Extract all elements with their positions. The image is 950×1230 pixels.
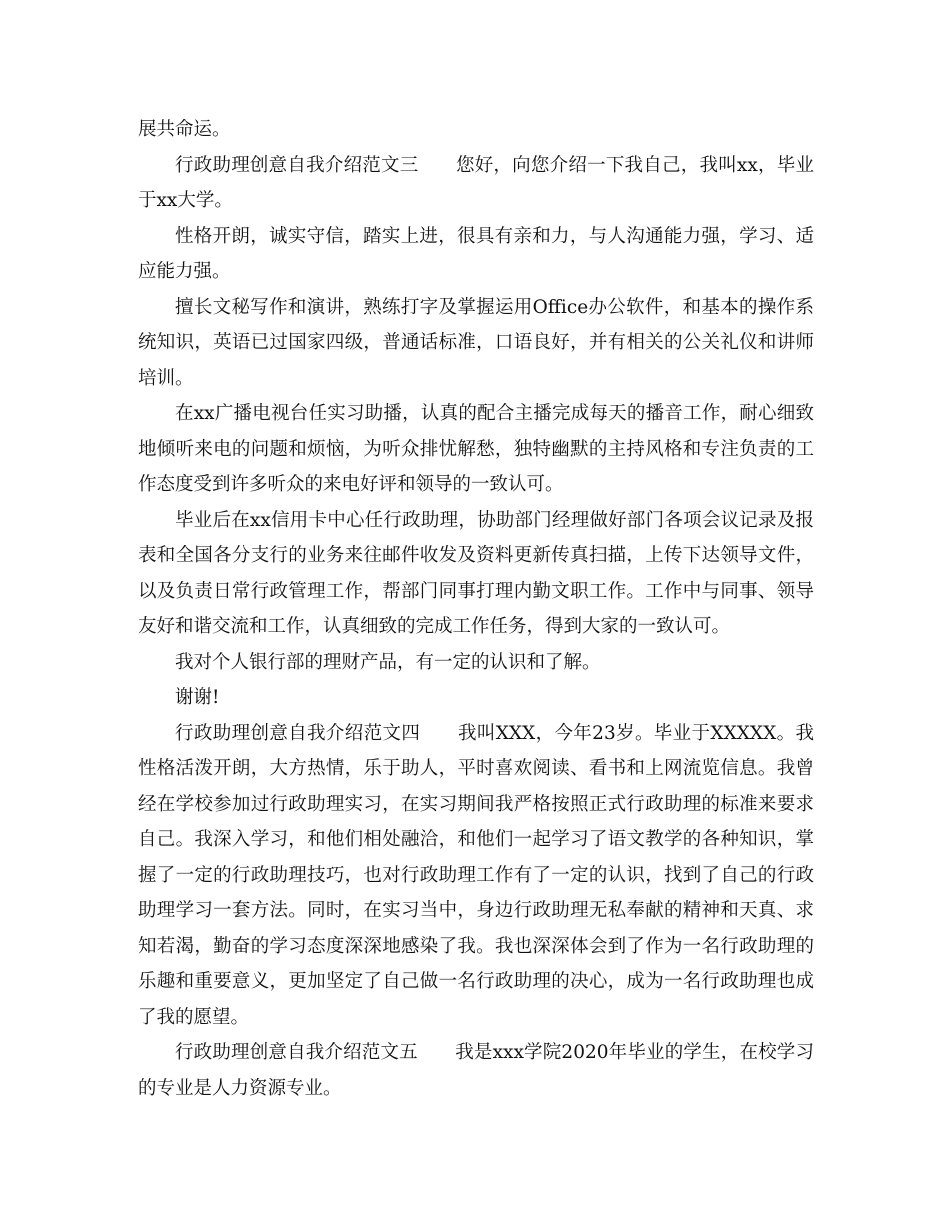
paragraph-3: 性格开朗，诚实守信，踏实上进，很具有亲和力，与人沟通能力强，学习、适应能力强。 (138, 225, 814, 282)
paragraph-2: 行政助理创意自我介绍范文三 您好，向您介绍一下我自己，我叫xx，毕业于xx大学。 (138, 154, 814, 211)
paragraph-6: 毕业后在xx信用卡中心任行政助理，协助部门经理做好部门各项会议记录及报表和全国各分支行的业务来往邮件收发及资料更新传真扫描，上传下达领导文件，以及负责日常行政管理工作，帮部门同事打理内勤文职工作。工作中与同事、领导友好和谐交流和工作，认真细致的完成工作任务，得到大家的一致认可。 (138, 509, 814, 637)
paragraph-9: 行政助理创意自我介绍范文四 我叫XXX，今年23岁。毕业于XXXXX。我性格活泼开朗，大方热情，乐于助人，平时喜欢阅读、看书和上网流览信息。我曾经在学校参加过行政助理实习，在实习期间我严格按照正式行政助理的标准来要求自己。我深入学习，和他们相处融洽，和他们一起学习了语文教学的各种知识，掌握了一定的行政助理技巧，也对行政助理工作有了一定的认识，找到了自己的行政助理学习一套方法。同时，在实习当中，身边行政助理无私奉献的精神和天真、求知若渴，勤奋的学习态度深深地感染了我。我也深深体会到了作为一名行政助理的乐趣和重要意义，更加坚定了自己做一名行政助理的决心，成为一名行政助理也成了我的愿望。 (138, 722, 814, 1028)
document-page (138, 112, 814, 1106)
paragraph-10: 行政助理创意自我介绍范文五 我是xxx学院2020年毕业的学生，在校学习的专业是人力资源专业。 (138, 1042, 814, 1099)
paragraph-1: 展共命运。 (138, 119, 231, 140)
paragraph-5: 在xx广播电视台任实习助播，认真的配合主播完成每天的播音工作，耐心细致地倾听来电的问题和烦恼，为听众排忧解愁，独特幽默的主持风格和专注负责的工作态度受到许多听众的来电好评和领导的一致认可。 (138, 403, 814, 495)
paragraph-7: 我对个人银行部的理财产品，有一定的认识和了解。 (175, 651, 601, 673)
paragraph-4: 擅长文秘写作和演讲，熟练打字及掌握运用Office办公软件，和基本的操作系统知识，英语已过国家四级，普通话标准，口语良好，并有相关的公关礼仪和讲师培训。 (138, 296, 814, 389)
paragraph-8: 谢谢! (175, 687, 220, 708)
